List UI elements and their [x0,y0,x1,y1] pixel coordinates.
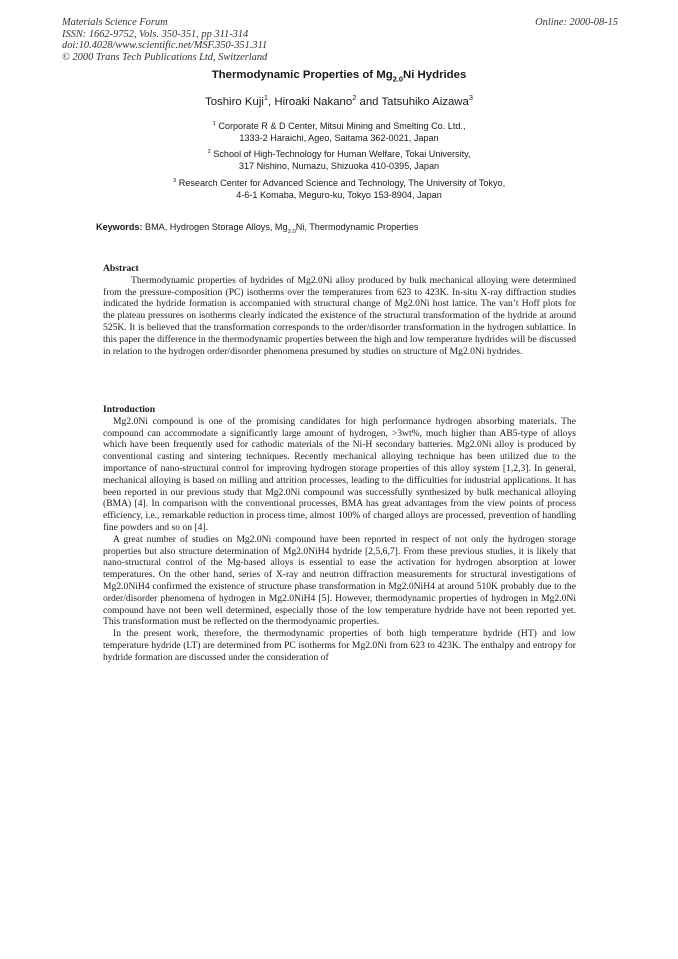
author-list [0,93,678,108]
journal-name: Materials Science Forum [62,17,168,28]
journal-header [62,17,618,63]
affiliation-line: 4-6-1 Komaba, Meguro-ku, Tokyo 153-8904, Japan [236,189,442,200]
abstract-paragraph: Thermodynamic properties of hydrides of Mg2.0Ni alloy produced by bulk mechanical alloying were determined from the pressure-composition (PC) isotherms over the temperatures from 623 to 423K. In-situ X-ray diffraction studies indicated the hydride formation is accompanied with structural change of Mg2.0Ni host lattice. The van’t Hoff plots for the plateau pressures on isotherms clearly indicated the existence of the structural transformation of the hydride at around 525K. It is believed that the transformation corresponds to the order/disorder transformation in the hydrogen sublattice. In this paper the difference in the thermodynamic properties between the high and low temperature hydrides will be discussed in relation to the hydrogen order/disorder phenomena presumed by studies on structure of Mg2.0Ni hydrides. [103,274,576,357]
affiliation-line: 317 Nishino, Numazu, Shizuoka 410-0395, Japan [238,160,440,171]
author-name: , Hiroaki Nakano [268,96,353,108]
body-paragraph: In the present work, therefore, the thermodynamic properties of both high temperature hydride (HT) and low temperature hydride (LT) are determined from PC isotherms for Mg2.0Ni from 623 to 423K. The enthalpy and entropy for hydride formation are discussed under the consideration of [103,628,576,663]
affiliation-line: 1333-2 Haraichi, Ageo, Saitama 362-0021, Japan [239,132,439,143]
body-paragraph: Mg2.0Ni compound is one of the promising candidates for high performance hydrogen absorbing materials. The compound can accommodate a significantly large amount of hydrogen, >3wt%, much higher than AB5-type of alloys which have been frequently used for cathodic materials of the Ni-H secondary batteries. Mg2.0Ni alloy is produced by conventional casting and sintering techniques. Recently mechanical alloying technique has been utilized due to the importance of nano-structural control for improving hydrogen storage properties of this alloy system [1,2,3]. In general, mechanical alloying is based on milling and attrition processes, leading to the difficulties for industrial applications. It has been reported in our previous study that Mg2.0Ni compound was successfully synthesized by bulk mechanical alloying (BMA) [4]. In comparison with the conventional processes, BMA has great advantages from the view points of process efficiency, i.e., remarkable reduction in process time, almost 100% of charged alloys are processed, prevention of handling fine powders and so on [4]. [103,415,576,533]
author-affiliation-mark: 2 [352,93,357,103]
affiliation-line: Research Center for Advanced Science and Technology, The University of Tokyo, [178,178,506,188]
abstract-heading: Abstract [103,263,139,274]
title-text: Thermodynamic Properties of Mg [211,69,393,81]
affiliation-3 [0,178,678,201]
affiliation-mark: 2 [207,148,211,155]
keywords-text-end: Ni, Thermodynamic Properties [295,222,419,232]
keywords-subscript: 2.0 [287,228,296,235]
body-paragraph: A great number of studies on Mg2.0Ni compound have been reported in respect of not only the hydrogen storage properties but also structure determination of Mg2.0NiH4 hydride [2,5,6,7]. From these previous studies, it is likely that nano-structural control of the Mg-based alloys is essential to ease the activation for hydrogen absorption at lower temperatures. On the other hand, series of X-ray and neutron diffraction measurements for structural investigations of Mg2.0NiH4 confirmed the existence of structure phase transformation in Mg2.0NiH4 at around 510K probably due to the order/disorder phenomena of hydrogen in Mg2.0NiH4 [5]. However, thermodynamic properties of hydrogen in Mg2.0Ni compound have not been well determined, especially those of the low temperature hydride have not been reported yet. This transformation must be reflected on the thermodynamic properties. [103,533,576,628]
introduction-section [103,404,576,664]
introduction-heading: Introduction [103,404,156,415]
journal-copyright: © 2000 Trans Tech Publications Ltd, Switzerland [62,51,268,63]
paper-title [0,69,678,84]
title-subscript: 2.0 [392,74,403,84]
affiliation-1 [0,121,678,144]
author-name: Toshiro Kuji [205,96,264,108]
abstract-section [103,263,576,357]
affiliation-mark: 3 [172,177,177,184]
affiliation-line: School of High-Technology for Human Welfare, Tokai University, [213,149,471,159]
affiliation-2 [0,149,678,172]
keywords-text: BMA, Hydrogen Storage Alloys, Mg [142,222,288,232]
online-date: Online: 2000-08-15 [535,17,618,28]
affiliation-mark: 1 [212,120,216,127]
author-affiliation-mark: 3 [468,93,473,103]
author-name: and Tatsuhiko Aizawa [356,96,469,108]
keywords-label: Keywords: [96,222,143,232]
title-text-end: Ni Hydrides [403,69,467,81]
keywords [96,222,596,235]
journal-doi[interactable]: doi:10.4028/www.scientific.net/MSF.350-351.311 [62,40,268,51]
journal-issn: ISSN: 1662-9752, Vols. 350-351, pp 311-314 [62,28,249,40]
affiliation-line: Corporate R & D Center, Mitsui Mining and Smelting Co. Ltd., [218,121,466,131]
author-affiliation-mark: 1 [263,93,269,103]
